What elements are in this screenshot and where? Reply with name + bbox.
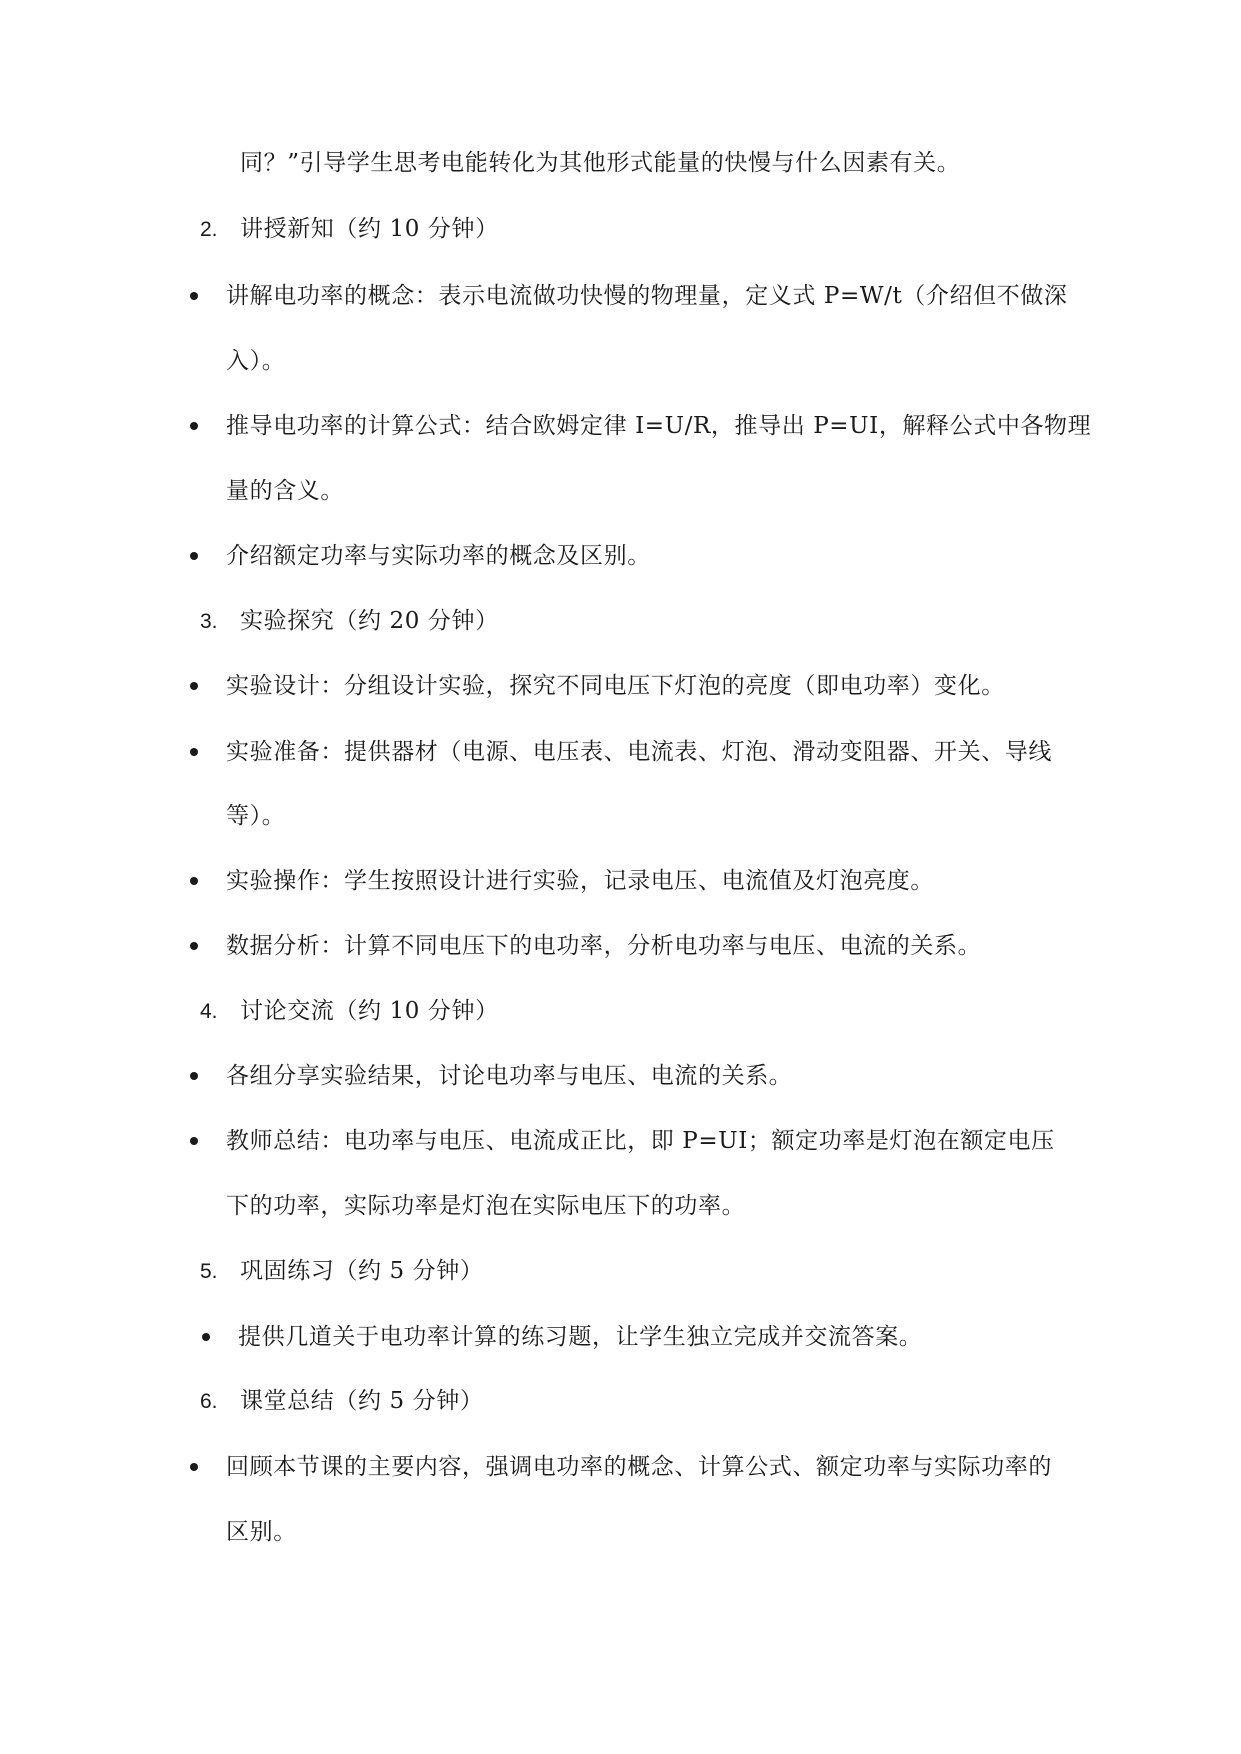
bullet-text-continuation: 区别。 [226,1519,297,1545]
bullet-icon [190,1072,198,1080]
bullet-text: 教师总结：电功率与电压、电流成正比，即 P=UI；额定功率是灯泡在额定电压 [226,1128,1055,1154]
bullet-text: 实验操作：学生按照设计进行实验，记录电压、电流值及灯泡亮度。 [226,868,934,894]
bullet-icon [190,748,198,756]
bullet-icon [190,422,198,430]
bullet-text: 介绍额定功率与实际功率的概念及区别。 [226,543,651,569]
bullet-text: 讲解电功率的概念：表示电流做功快慢的物理量，定义式 P=W/t（介绍但不做深 [226,283,1068,309]
step-heading: 讨论交流（约 10 分钟） [240,998,499,1024]
bullet-icon [190,1463,198,1471]
bullet-text: 提供几道关于电功率计算的练习题，让学生独立完成并交流答案。 [238,1324,923,1350]
bullet-icon [190,552,198,560]
paragraph-continuation: 同？”引导学生思考电能转化为其他形式能量的快慢与什么因素有关。 [240,150,961,176]
step-heading: 课堂总结（约 5 分钟） [240,1388,484,1414]
bullet-text: 实验设计：分组设计实验，探究不同电压下灯泡的亮度（即电功率）变化。 [226,673,1005,699]
bullet-icon [190,877,198,885]
bullet-text: 实验准备：提供器材（电源、电压表、电流表、灯泡、滑动变阻器、开关、导线 [226,739,1052,765]
step-number: 5. [200,1260,218,1283]
bullet-text: 各组分享实验结果，讨论电功率与电压、电流的关系。 [226,1063,793,1089]
bullet-text: 回顾本节课的主要内容，强调电功率的概念、计算公式、额定功率与实际功率的 [226,1454,1052,1480]
bullet-icon [190,1137,198,1145]
step-number: 3. [200,610,218,633]
step-heading: 巩固练习（约 5 分钟） [240,1258,484,1284]
step-number: 2. [200,218,218,241]
bullet-text: 数据分析：计算不同电压下的电功率，分析电功率与电压、电流的关系。 [226,933,982,959]
bullet-icon [202,1333,210,1341]
bullet-text-continuation: 量的含义。 [226,478,344,504]
step-number: 4. [200,1000,218,1023]
bullet-icon [190,682,198,690]
bullet-text: 推导电功率的计算公式：结合欧姆定律 I=U/R，推导出 P=UI，解释公式中各物理 [226,413,1092,439]
step-heading: 实验探究（约 20 分钟） [240,608,499,634]
bullet-text-continuation: 下的功率，实际功率是灯泡在实际电压下的功率。 [226,1193,746,1219]
step-heading: 讲授新知（约 10 分钟） [240,216,499,242]
bullet-icon [190,942,198,950]
bullet-text-continuation: 入）。 [226,348,286,374]
step-number: 6. [200,1390,218,1413]
bullet-icon [190,292,198,300]
bullet-text-continuation: 等）。 [226,803,286,829]
